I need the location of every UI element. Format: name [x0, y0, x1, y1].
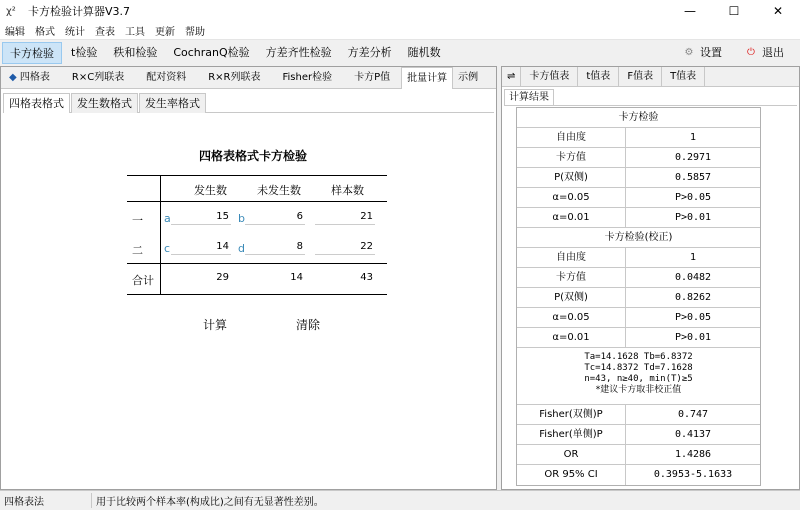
tab-anova[interactable]: 方差分析 — [347, 46, 392, 59]
status-bar — [0, 490, 800, 510]
power-icon: ⏻ — [747, 46, 755, 58]
table-row: 自由度 1 — [517, 248, 760, 268]
tab-ttest[interactable]: t检验 — [71, 46, 98, 59]
table-row: P(双侧) 0.5857 — [517, 168, 760, 188]
tab-ranksum[interactable]: 秩和检验 — [113, 46, 158, 59]
table-row: 卡方值 0.0482 — [517, 268, 760, 288]
row2-label: 二 — [132, 244, 143, 257]
subtab-batch[interactable]: 批量计算 — [401, 67, 453, 89]
menu-tools[interactable]: 工具 — [125, 27, 145, 38]
total-n: 43 — [360, 272, 373, 283]
table-row: OR 1.4286 — [517, 445, 760, 465]
table-row: Fisher(双侧)P 0.747 — [517, 405, 760, 425]
header-nonoccur: 未发生数 — [257, 184, 301, 197]
maximize-icon[interactable]: ☐ — [728, 4, 740, 18]
tab-random[interactable]: 随机数 — [407, 46, 441, 59]
results-area — [504, 105, 797, 487]
table-row: 卡方值 0.2971 — [517, 148, 760, 168]
subtab-example[interactable]: 示例 — [458, 72, 479, 83]
table-row: α=0.01 P>0.01 — [517, 208, 760, 228]
menu-edit[interactable]: 编辑 — [5, 27, 25, 38]
section1-title: 卡方检验 — [618, 112, 659, 123]
subtab-chisq-p[interactable]: 卡方P值 — [354, 72, 391, 83]
var-c: c — [164, 242, 171, 255]
swap-icon[interactable]: ⇌ — [502, 67, 521, 87]
total-b: 14 — [290, 272, 303, 283]
total-label: 合计 — [132, 274, 154, 287]
table-row: P(双侧) 0.8262 — [517, 288, 760, 308]
table-title: 四格表格式卡方检验 — [199, 149, 308, 163]
tab-chisq[interactable]: 卡方检验 — [2, 42, 62, 64]
exit-button[interactable] — [744, 42, 784, 62]
tab-f-table[interactable]: F值表 — [619, 67, 662, 87]
right-panel — [501, 66, 800, 490]
calculate-button[interactable]: 计算 — [203, 318, 228, 332]
cell-a-input[interactable]: 15 — [171, 208, 231, 225]
exit-label: 退出 — [762, 46, 784, 59]
table-row: α=0.05 P>0.05 — [517, 188, 760, 208]
header-sample: 样本数 — [331, 184, 364, 197]
close-icon[interactable]: ✕ — [772, 4, 784, 18]
tab-cochranq[interactable]: CochranQ检验 — [173, 46, 250, 59]
subtab-fourfold[interactable]: ◆ 四格表 — [9, 72, 50, 83]
format-tab-rate[interactable]: 发生率格式 — [139, 93, 206, 113]
results-table — [516, 107, 761, 486]
subtab-fisher[interactable]: Fisher检验 — [282, 72, 333, 83]
table-row: 自由度 1 — [517, 128, 760, 148]
settings-button[interactable] — [682, 42, 722, 62]
diamond-icon: ◆ — [9, 72, 17, 83]
cell-d-input[interactable]: 8 — [245, 238, 305, 255]
tab-t-table[interactable]: t值表 — [578, 67, 619, 87]
menu-update[interactable]: 更新 — [155, 27, 175, 38]
table-row: α=0.05 P>0.05 — [517, 308, 760, 328]
format-tab-occurrence[interactable]: 发生数格式 — [71, 93, 138, 113]
results-tab[interactable]: 计算结果 — [504, 89, 554, 105]
main-tabs — [0, 40, 800, 66]
menu-format[interactable]: 格式 — [35, 27, 55, 38]
subtab-rxr[interactable]: R×R列联表 — [208, 72, 261, 83]
app-icon: χ² — [6, 5, 16, 17]
minimize-icon[interactable]: — — [684, 4, 696, 18]
window-title: 卡方检验计算器V3.7 — [28, 5, 131, 18]
header-occur: 发生数 — [194, 184, 227, 197]
table-tabs — [502, 67, 799, 87]
status-method: 四格表法 — [0, 493, 92, 508]
format-tabs — [3, 93, 494, 113]
row2-total: 22 — [315, 238, 375, 255]
subtab-paired[interactable]: 配对资料 — [146, 72, 187, 83]
fourfold-content — [3, 113, 494, 487]
sub-tabs — [1, 67, 496, 89]
var-d: d — [238, 242, 245, 255]
section2-title: 卡方检验(校正) — [604, 232, 673, 243]
contingency-table — [127, 175, 387, 295]
table-row: α=0.01 P>0.01 — [517, 328, 760, 348]
row1-label: 一 — [132, 214, 143, 227]
menu-lookup[interactable]: 查表 — [95, 27, 115, 38]
menu-help[interactable]: 帮助 — [185, 27, 205, 38]
tab-chisq-table[interactable]: 卡方值表 — [521, 67, 578, 87]
var-a: a — [164, 212, 171, 225]
var-b: b — [238, 212, 245, 225]
row1-total: 21 — [315, 208, 375, 225]
format-tab-fourfold[interactable]: 四格表格式 — [3, 93, 70, 114]
menu-bar — [0, 22, 800, 40]
tab-homogeneity[interactable]: 方差齐性检验 — [265, 46, 332, 59]
table-row: OR 95% CI 0.3953-5.1633 — [517, 465, 760, 485]
title-bar — [0, 0, 800, 22]
menu-stats[interactable]: 统计 — [65, 27, 85, 38]
left-panel — [0, 66, 497, 490]
cell-b-input[interactable]: 6 — [245, 208, 305, 225]
gear-icon: ⚙ — [684, 46, 694, 58]
total-a: 29 — [216, 272, 229, 283]
settings-label: 设置 — [700, 46, 722, 59]
table-row: Fisher(单侧)P 0.4137 — [517, 425, 760, 445]
tab-T-table[interactable]: T值表 — [662, 67, 705, 87]
clear-button[interactable]: 清除 — [296, 318, 321, 332]
cell-c-input[interactable]: 14 — [171, 238, 231, 255]
expected-values-note: Ta=14.1628 Tb=6.8372 Tc=14.8372 Td=7.1628 n=43, n≥40, min(T)≥5 *建议卡方取非校正值 — [517, 348, 760, 405]
status-description: 用于比较两个样本率(构成比)之间有无显著性差别。 — [96, 497, 324, 508]
subtab-rxc[interactable]: R×C列联表 — [71, 72, 125, 83]
